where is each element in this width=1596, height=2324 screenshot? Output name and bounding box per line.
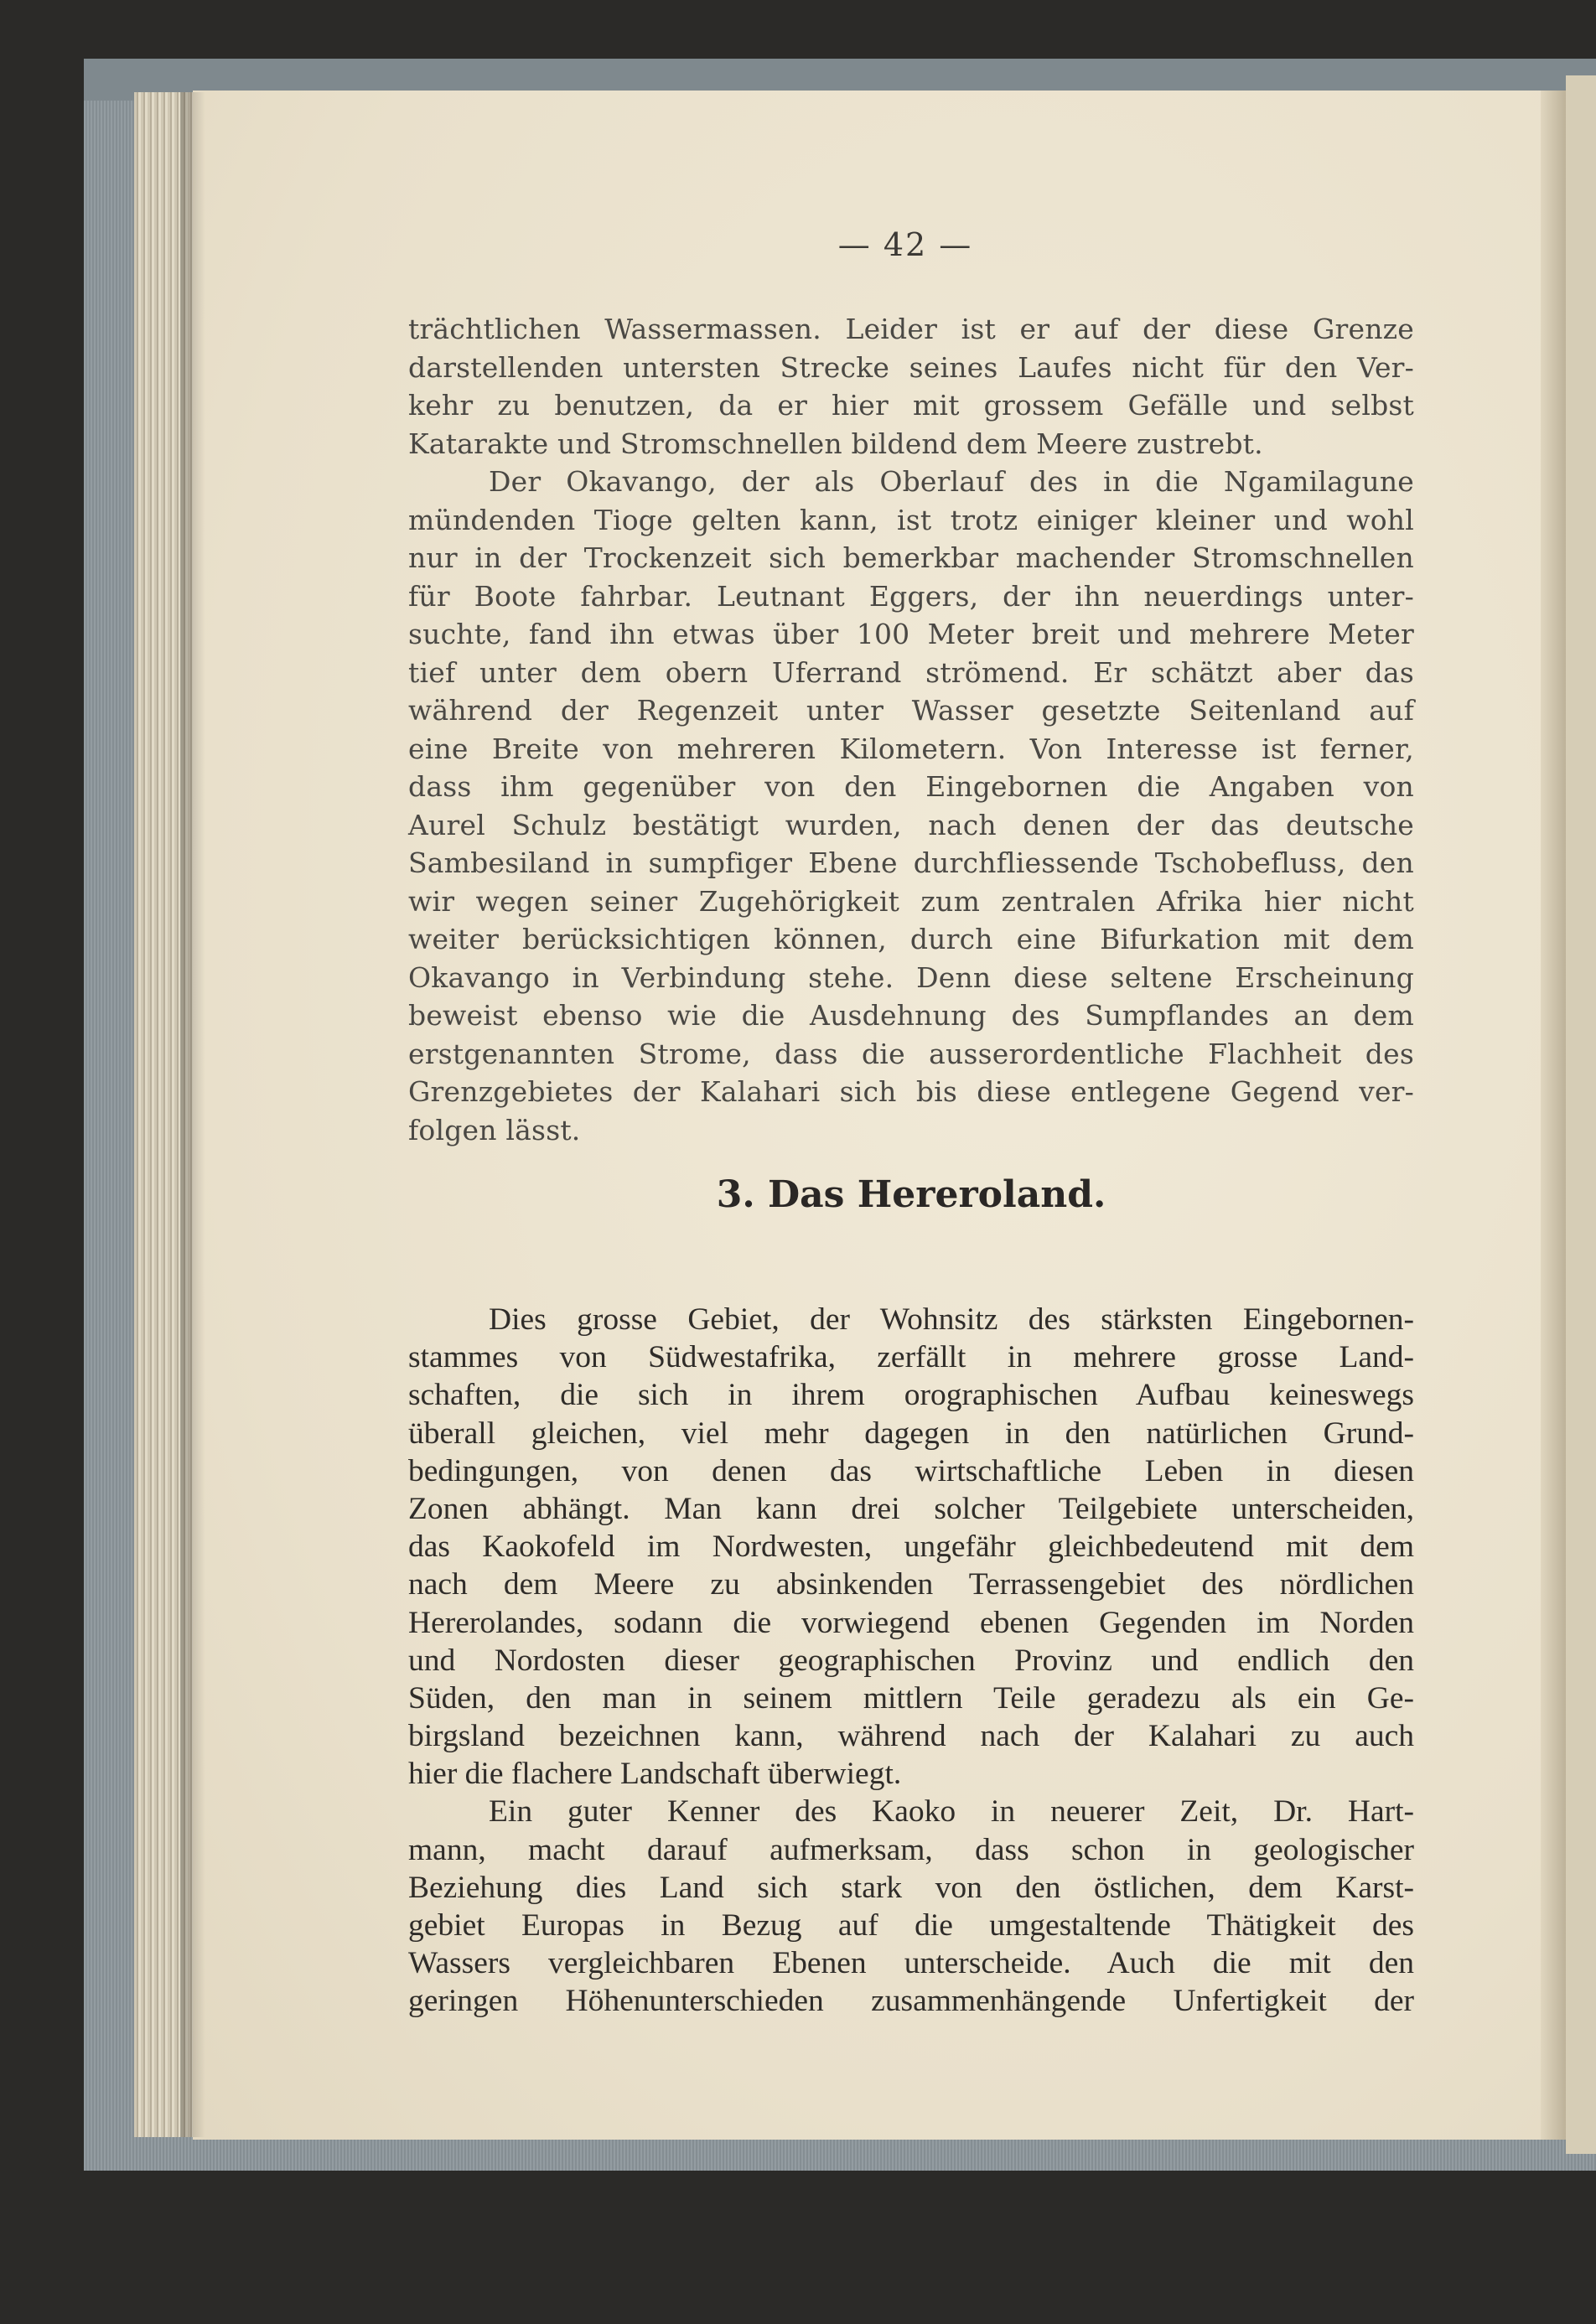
- text-block-bottom: [408, 1301, 1414, 2021]
- text-line: Beziehung dies Land sich stark von den östlichen, dem Karst-: [408, 1870, 1414, 1905]
- text-line: nur in der Trockenzeit sich bemerkbar machender Stromschnellen: [408, 541, 1414, 574]
- text-line: suchte, fand ihn etwas über 100 Meter breit und mehrere Meter: [408, 618, 1414, 650]
- text-line: Wassers vergleichbaren Ebenen unterscheide. Auch die mit den: [408, 1946, 1414, 1981]
- text-line: dass ihm gegenüber von den Eingebornen die Angaben von: [408, 770, 1414, 803]
- text-line: birgsland bezeichnen kann, während nach der Kalahari zu auch: [408, 1719, 1414, 1754]
- text-line: Der Okavango, der als Oberlauf des in die Ngamilagune: [489, 465, 1414, 498]
- text-line: erstgenannten Strome, dass die ausserordentliche Flachheit des: [408, 1037, 1414, 1070]
- page-gutter: [1541, 91, 1566, 2140]
- text-line: darstellenden untersten Strecke seines Laufes nicht für den Ver-: [408, 350, 1414, 384]
- text-line: Süden, den man in seinem mittlern Teile geradezu als ein Ge-: [408, 1680, 1414, 1716]
- facing-page-edge: [1566, 75, 1596, 2154]
- text-line: Katarakte und Stromschnellen bildend dem Meere zustrebt.: [408, 427, 1263, 460]
- text-block-top: [408, 310, 1414, 1149]
- text-line: schaften, die sich in ihrem orographischen Aufbau keineswegs: [408, 1378, 1414, 1413]
- text-line: trächtlichen Wassermassen. Leider ist er auf der diese Grenze: [408, 313, 1414, 345]
- page-shadow: [180, 92, 205, 2137]
- text-line: Aurel Schulz bestätigt wurden, nach denen der das deutsche: [408, 808, 1414, 841]
- text-line: nach dem Meere zu absinkenden Terrassengebiet des nördlichen: [408, 1567, 1414, 1602]
- text-line: gebiet Europas in Bezug auf die umgestaltende Thätigkeit des: [408, 1908, 1414, 1943]
- text-line: Zonen abhängt. Man kann drei solcher Teilgebiete unterscheiden,: [408, 1491, 1414, 1526]
- text-line: während der Regenzeit unter Wasser gesetzte Seitenland auf: [408, 694, 1414, 727]
- text-line: Okavango in Verbindung stehe. Denn diese seltene Erscheinung: [408, 960, 1414, 994]
- text-line: beweist ebenso wie die Ausdehnung des Sumpflandes an dem: [408, 999, 1414, 1032]
- text-line: und Nordosten dieser geographischen Provinz und endlich den: [408, 1643, 1414, 1678]
- text-line: das Kaokofeld im Nordwesten, ungefähr gleichbedeutend mit dem: [408, 1529, 1414, 1565]
- text-line: eine Breite von mehreren Kilometern. Von Interesse ist ferner,: [408, 732, 1414, 765]
- text-line: Hererolandes, sodann die vorwiegend ebenen Gegenden im Norden: [408, 1605, 1414, 1640]
- page-number: — 42 —: [837, 226, 973, 263]
- text-line: wir wegen seiner Zugehörigkeit zum zentralen Afrika hier nicht: [408, 884, 1414, 918]
- text-line: hier die flachere Landschaft überwiegt.: [408, 1757, 902, 1792]
- text-line: folgen lässt.: [408, 1113, 581, 1146]
- text-line: für Boote fahrbar. Leutnant Eggers, der ihn neuerdings unter-: [408, 579, 1414, 613]
- section-heading: 3. Das Hereroland.: [716, 1173, 1106, 1216]
- text-line: Ein guter Kenner des Kaoko in neuerer Zeit, Dr. Hart-: [489, 1794, 1414, 1830]
- text-line: mündenden Tioge gelten kann, ist trotz einiger kleiner und wohl: [408, 503, 1414, 536]
- text-line: weiter berücksichtigen können, durch eine Bifurkation mit dem: [408, 923, 1414, 955]
- text-line: Sambesiland in sumpfiger Ebene durchfliessende Tschobefluss, den: [408, 846, 1414, 879]
- text-line: Dies grosse Gebiet, der Wohnsitz des stärksten Eingebornen-: [489, 1302, 1414, 1337]
- text-line: Grenzgebietes der Kalahari sich bis diese entlegene Gegend ver-: [408, 1075, 1414, 1108]
- text-line: überall gleichen, viel mehr dagegen in den natürlichen Grund-: [408, 1416, 1414, 1451]
- text-line: bedingungen, von denen das wirtschaftliche Leben in diesen: [408, 1453, 1414, 1488]
- text-line: geringen Höhenunterschieden zusammenhängende Unfertigkeit der: [408, 1984, 1414, 2019]
- text-line: stammes von Südwestafrika, zerfällt in mehrere grosse Land-: [408, 1340, 1414, 1375]
- text-line: mann, macht darauf aufmerksam, dass schon in geologischer: [408, 1832, 1414, 1867]
- text-line: kehr zu benutzen, da er hier mit grossem Gefälle und selbst: [408, 389, 1414, 422]
- text-line: tief unter dem obern Uferrand strömend. Er schätzt aber das: [408, 655, 1414, 689]
